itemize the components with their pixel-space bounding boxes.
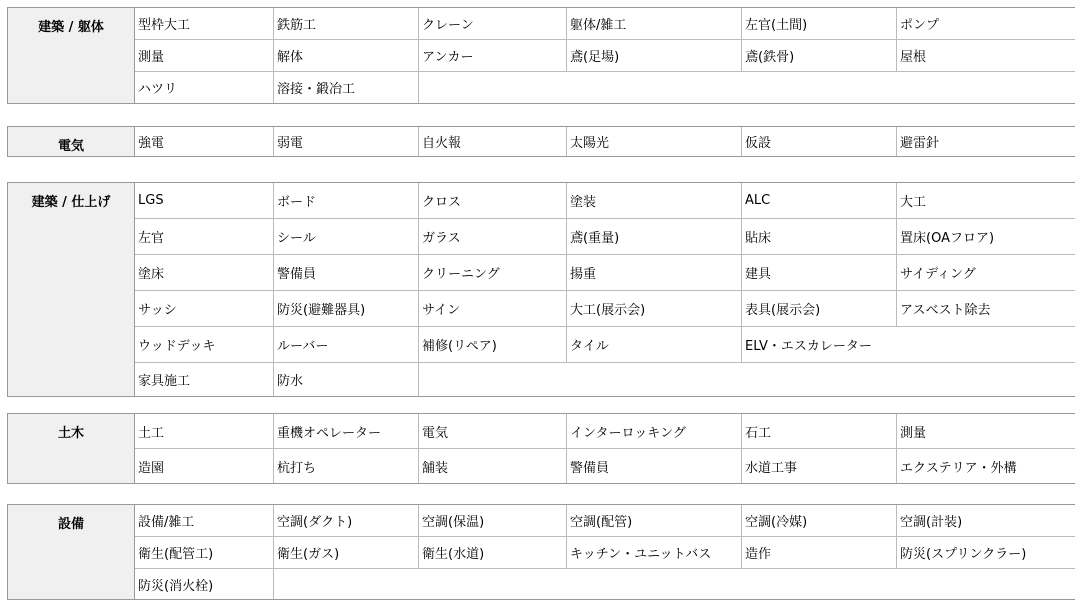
trade-cell[interactable]: 家具施工 (135, 363, 274, 396)
trade-cell[interactable]: ウッドデッキ (135, 327, 274, 362)
group-header: 電気 (7, 127, 135, 156)
trade-cell[interactable]: サイディング (900, 267, 976, 282)
group-header: 建築 / 躯体 (7, 8, 135, 103)
trade-cell[interactable]: 電気 (419, 414, 567, 448)
trade-cell[interactable]: 屋根 (900, 50, 927, 65)
trade-cell[interactable]: 揚重 (567, 255, 742, 290)
trade-cell[interactable]: 避雷針 (900, 136, 940, 151)
trade-cell[interactable]: クレーン (419, 8, 567, 39)
trade-cell[interactable]: 強電 (135, 127, 274, 156)
trade-cell[interactable]: 置床(OAフロア) (900, 231, 995, 246)
trade-cell[interactable]: タイル (567, 327, 742, 362)
table-row (135, 40, 1075, 72)
trade-cell[interactable]: 防災(避難器具) (274, 291, 419, 326)
trade-cell[interactable]: 鳶(足場) (567, 40, 742, 71)
trade-cell[interactable]: 造園 (135, 449, 274, 483)
trade-cell[interactable]: 造作 (742, 537, 897, 568)
trade-cell[interactable]: 舗装 (419, 449, 567, 483)
trade-cell[interactable]: キッチン・ユニットバス (567, 537, 742, 568)
trade-cell[interactable]: 警備員 (567, 449, 742, 483)
table-row (135, 327, 1075, 363)
trade-cell[interactable]: 太陽光 (567, 127, 742, 156)
trade-cell[interactable]: 建具 (742, 255, 897, 290)
trade-cell[interactable]: 鉄筋工 (274, 8, 419, 39)
trade-cell[interactable]: 貼床 (742, 219, 897, 254)
trade-cell[interactable]: 型枠大工 (135, 8, 274, 39)
table-row (135, 449, 1075, 483)
trade-cell[interactable]: 補修(リペア) (419, 327, 567, 362)
trade-cell[interactable]: 空調(計装) (900, 515, 963, 530)
group-header: 設備 (7, 505, 135, 599)
trade-cell[interactable]: ガラス (419, 219, 567, 254)
trade-cell[interactable]: 左官 (135, 219, 274, 254)
trade-cell[interactable]: 警備員 (274, 255, 419, 290)
trade-cell[interactable]: 左官(土間) (742, 8, 897, 39)
trade-cell[interactable]: 石工 (742, 414, 897, 448)
trade-cell[interactable]: 防災(スプリンクラー) (900, 547, 1027, 562)
trade-cell[interactable]: ALC (742, 183, 897, 218)
table-row (135, 183, 1075, 219)
trade-cell[interactable]: サッシ (135, 291, 274, 326)
trade-cell[interactable]: 表具(展示会) (742, 291, 897, 326)
trade-cell[interactable]: 空調(保温) (419, 505, 567, 536)
trade-cell[interactable]: 溶接・鍛冶工 (274, 72, 419, 103)
trade-cell[interactable]: アンカー (419, 40, 567, 71)
trade-cell[interactable]: 塗床 (135, 255, 274, 290)
trade-cell[interactable]: エクステリア・外構 (900, 460, 1017, 476)
group-denki (7, 126, 1075, 157)
group-kenchiku-kutai (7, 7, 1075, 104)
trade-cell[interactable]: 測量 (135, 40, 274, 71)
trade-cell[interactable]: 鳶(鉄骨) (742, 40, 897, 71)
trade-cell[interactable]: 設備/雑工 (135, 505, 274, 536)
group-kenchiku-shiage (7, 182, 1075, 397)
table-row (135, 8, 1075, 40)
trade-cell[interactable]: サイン (419, 291, 567, 326)
trade-cell[interactable]: 大工(展示会) (567, 291, 742, 326)
trade-cell[interactable]: LGS (135, 183, 274, 218)
trade-cell[interactable]: ルーバー (274, 327, 419, 362)
table-row (135, 363, 1075, 396)
group-setsubi (7, 504, 1075, 600)
trade-cell[interactable]: ELV・エスカレーター (745, 339, 872, 354)
table-row (135, 537, 1075, 569)
table-row (135, 127, 1075, 156)
trade-cell[interactable]: 測量 (900, 425, 927, 441)
trade-cell[interactable]: 重機オペレーター (274, 414, 419, 448)
group-header: 建築 / 仕上げ (7, 183, 135, 396)
trade-cell[interactable]: インターロッキング (567, 414, 742, 448)
trade-cell[interactable]: シール (274, 219, 419, 254)
trade-cell[interactable]: 防災(消火栓) (135, 569, 274, 599)
trade-cell[interactable]: 衛生(水道) (419, 537, 567, 568)
trade-cell[interactable]: 仮設 (742, 127, 897, 156)
table-row (135, 255, 1075, 291)
trade-cell[interactable]: 空調(冷媒) (742, 505, 897, 536)
trade-cell[interactable]: 衛生(ガス) (274, 537, 419, 568)
trade-cell[interactable]: 自火報 (419, 127, 567, 156)
trade-cell[interactable]: 杭打ち (274, 449, 419, 483)
trade-cell[interactable]: 水道工事 (742, 449, 897, 483)
table-row (135, 505, 1075, 537)
trade-cell[interactable]: 空調(配管) (567, 505, 742, 536)
trade-cell[interactable]: 大工 (900, 195, 927, 210)
trade-cell[interactable]: ボード (274, 183, 419, 218)
trade-cell[interactable]: アスベスト除去 (900, 303, 991, 318)
trade-cell[interactable]: 躯体/雑工 (567, 8, 742, 39)
group-doboku (7, 413, 1075, 484)
trade-cell[interactable]: 防水 (274, 363, 419, 396)
trade-cell[interactable]: 塗装 (567, 183, 742, 218)
trade-cell[interactable]: 鳶(重量) (567, 219, 742, 254)
trade-cell[interactable]: クロス (419, 183, 567, 218)
table-row (135, 569, 1075, 599)
group-header: 土木 (7, 414, 135, 483)
trade-cell[interactable]: 解体 (274, 40, 419, 71)
table-row (135, 414, 1075, 449)
table-row (135, 219, 1075, 255)
trade-cell[interactable]: 土工 (135, 414, 274, 448)
trade-cell[interactable]: ハツリ (135, 72, 274, 103)
table-row (135, 72, 1075, 103)
table-row (135, 291, 1075, 327)
trade-cell[interactable]: クリーニング (419, 255, 567, 290)
trade-cell[interactable]: 空調(ダクト) (274, 505, 419, 536)
trade-cell[interactable]: 衛生(配管工) (135, 537, 274, 568)
trade-cell[interactable]: ポンプ (900, 18, 940, 33)
trade-cell[interactable]: 弱電 (274, 127, 419, 156)
